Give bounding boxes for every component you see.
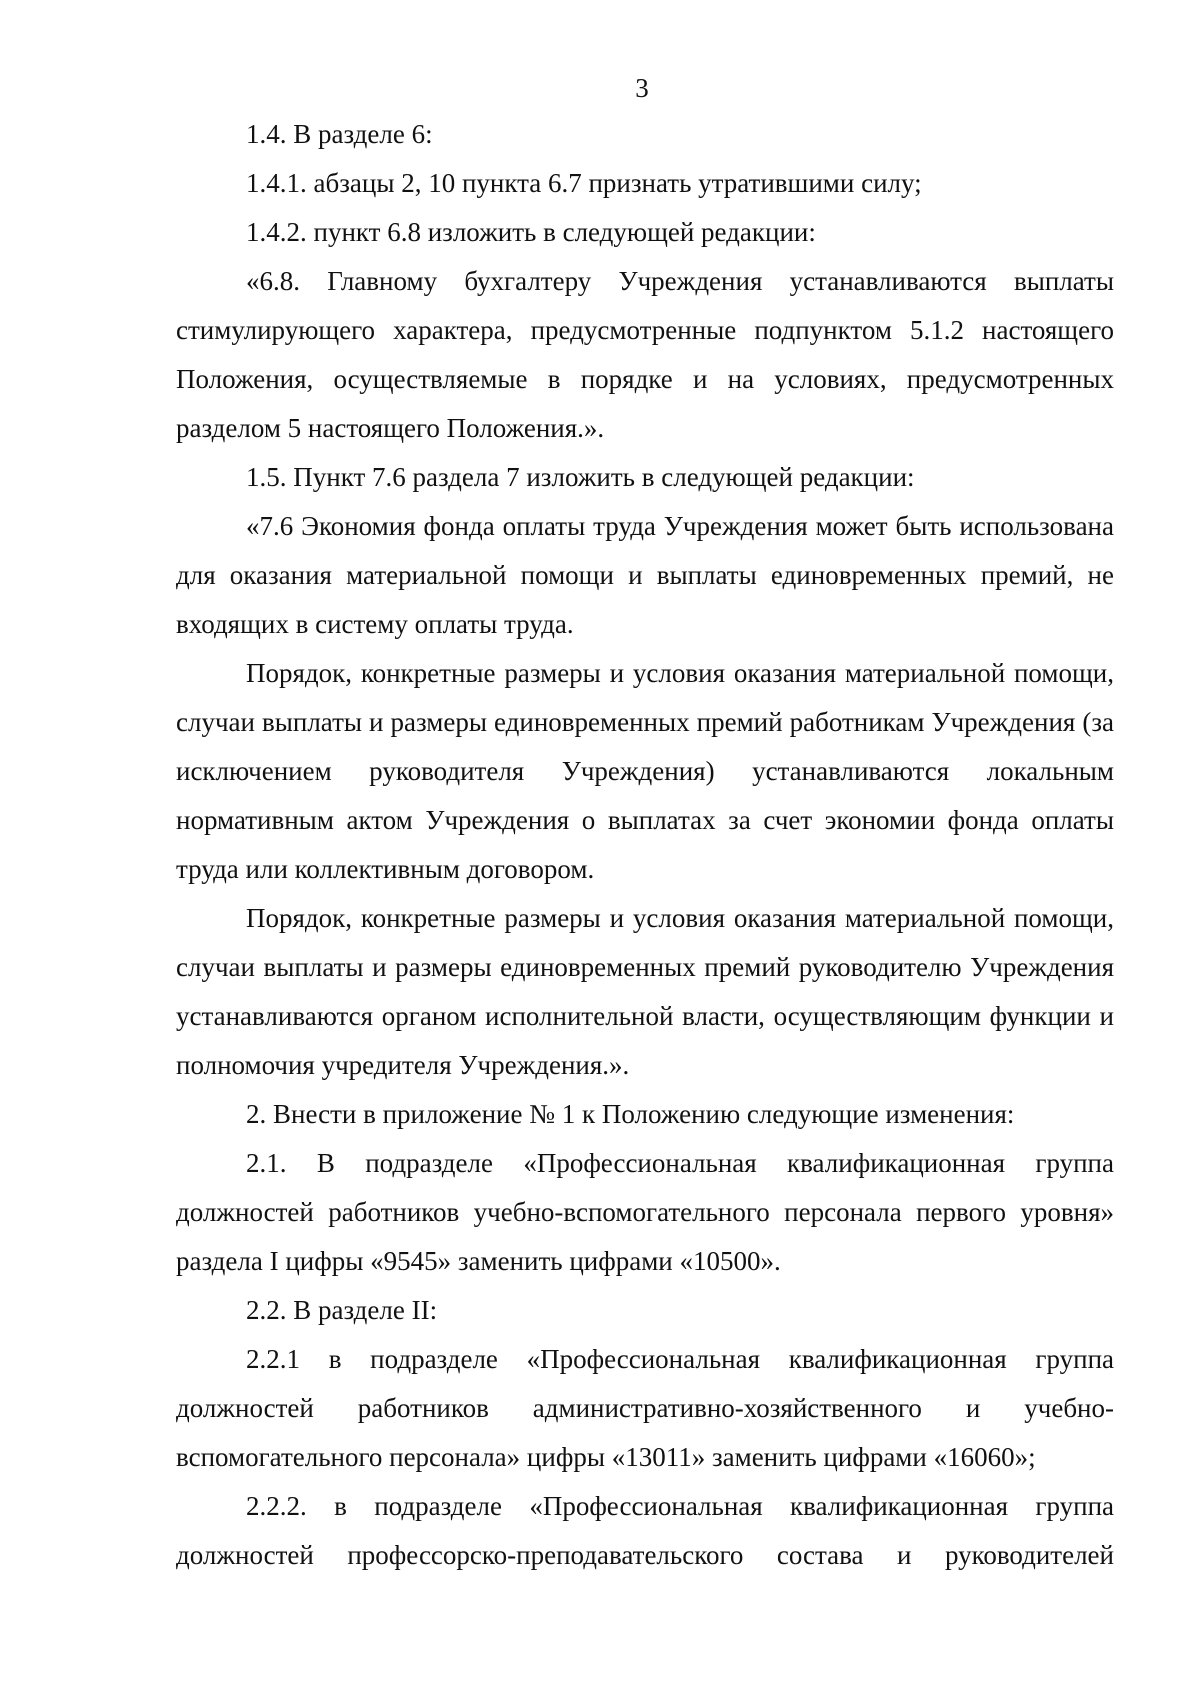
paragraph-employees-bonus-order: Порядок, конкретные размеры и условия оказания материальной помощи, случаи выплаты и размеры единовременных премий работникам Учреждения (за исключением руководителя Учреждения) устанавливаются локальным нормативным актом Учреждения о выплатах за счет экономии фонда оплаты труда или коллективным договором. xyxy=(176,658,1114,884)
paragraph-7-6-quote: «7.6 Экономия фонда оплаты труда Учреждения может быть использована для оказания материальной помощи и выплаты единовременных премий, не входящих в систему оплаты труда. xyxy=(176,511,1114,639)
paragraph-6-8-quote: «6.8. Главному бухгалтеру Учреждения устанавливаются выплаты стимулирующего характера, предусмотренные подпунктом 5.1.2 настоящего Положения, осуществляемые в порядке и на условиях, предусмотренных разделом 5 настоящего Положения.». xyxy=(176,266,1114,443)
paragraph-1-4-1: 1.4.1. абзацы 2, 10 пункта 6.7 признать утратившими силу; xyxy=(246,168,922,198)
document-body xyxy=(176,110,1114,1580)
paragraph-director-bonus-order: Порядок, конкретные размеры и условия оказания материальной помощи, случаи выплаты и размеры единовременных премий руководителю Учреждения устанавливаются органом исполнительной власти, осуществляющим функции и полномочия учредителя Учреждения.». xyxy=(176,903,1114,1080)
paragraph-2-2-2: 2.2.2. в подразделе «Профессиональная квалификационная группа должностей профессорско-преподавательского состава и руководителей xyxy=(176,1491,1114,1570)
paragraph-2-2-1: 2.2.1 в подразделе «Профессиональная квалификационная группа должностей работников административно-хозяйственного и учебно-вспомогательного персонала» цифры «13011» заменить цифрами «16060»; xyxy=(176,1344,1114,1472)
paragraph-2: 2. Внести в приложение № 1 к Положению следующие изменения: xyxy=(246,1099,1015,1129)
paragraph-1-5: 1.5. Пункт 7.6 раздела 7 изложить в следующей редакции: xyxy=(246,462,915,492)
paragraph-2-2: 2.2. В разделе II: xyxy=(246,1295,438,1325)
page-number: 3 xyxy=(635,73,649,103)
paragraph-1-4: 1.4. В разделе 6: xyxy=(246,119,433,149)
paragraph-2-1: 2.1. В подразделе «Профессиональная квалификационная группа должностей работников учебно-вспомогательного персонала первого уровня» раздела I цифры «9545» заменить цифрами «10500». xyxy=(176,1148,1114,1276)
paragraph-1-4-2: 1.4.2. пункт 6.8 изложить в следующей редакции: xyxy=(246,217,816,247)
